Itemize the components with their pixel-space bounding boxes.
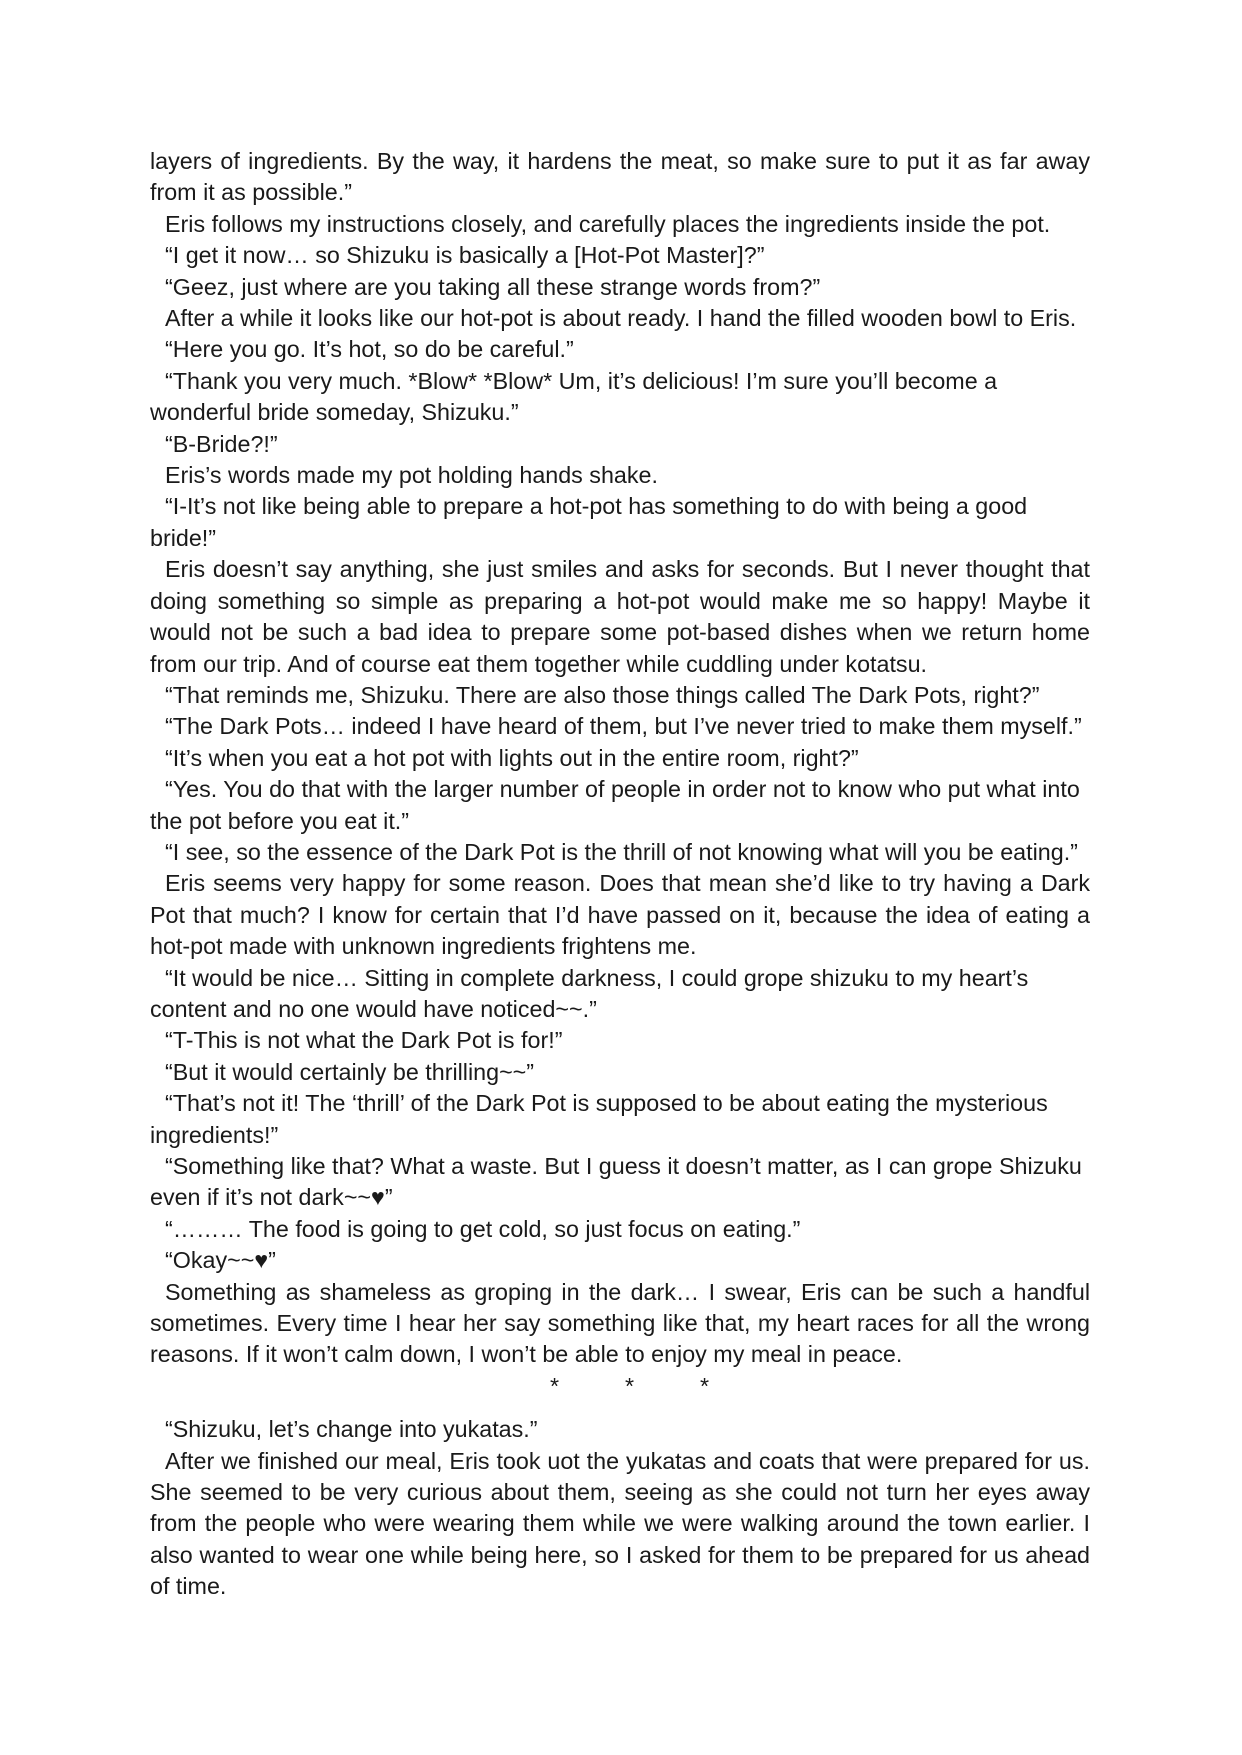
body-text xyxy=(150,146,1090,1603)
paragraph: Eris follows my instructions closely, and carefully places the ingredients inside the pot. xyxy=(165,210,1051,237)
paragraph: “It would be nice… Sitting in complete darkness, I could grope shizuku to my heart’s content and no one would have noticed~~.” xyxy=(150,964,1029,1022)
paragraph: “Shizuku, let’s change into yukatas.” xyxy=(165,1416,538,1443)
paragraph: “I get it now… so Shizuku is basically a [Hot-Pot Master]?” xyxy=(165,242,765,269)
paragraph: “That reminds me, Shizuku. There are also those things called The Dark Pots, right?” xyxy=(165,681,1040,708)
scene-break xyxy=(150,1371,1090,1402)
paragraph: “But it would certainly be thrilling~~” xyxy=(165,1058,535,1085)
paragraph: “T-This is not what the Dark Pot is for!” xyxy=(165,1027,563,1054)
paragraph: “That’s not it! The ‘thrill’ of the Dark Pot is supposed to be about eating the mysterious ingredients!” xyxy=(150,1090,1048,1148)
paragraph: Something as shameless as groping in the dark… I swear, Eris can be such a handful sometimes. Every time I hear her say something like that, my heart races for all the wrong reasons. If it won’t calm down, I won’t be able to enjoy my meal in peace. xyxy=(150,1278,1090,1368)
scene-break-mark: * xyxy=(550,1372,560,1399)
paragraph: “……… The food is going to get cold, so just focus on eating.” xyxy=(165,1215,801,1242)
paragraph: “I see, so the essence of the Dark Pot is the thrill of not knowing what will you be eating.” xyxy=(165,838,1078,865)
paragraph: After a while it looks like our hot-pot is about ready. I hand the filled wooden bowl to Eris. xyxy=(165,305,1077,332)
scene-break-mark: * xyxy=(625,1372,635,1399)
paragraph: “I-It’s not like being able to prepare a hot-pot has something to do with being a good bride!” xyxy=(150,493,1028,551)
scene-break-mark: * xyxy=(700,1372,710,1399)
paragraph: “Thank you very much. *Blow* *Blow* Um, it’s delicious! I’m sure you’ll become a wonderful bride someday, Shizuku.” xyxy=(150,367,998,426)
paragraph: “Something like that? What a waste. But I guess it doesn’t matter, as I can grope Shizuku even if it’s not dark~~♥” xyxy=(150,1153,1082,1211)
paragraph: “The Dark Pots… indeed I have heard of them, but I’ve never tried to make them myself.” xyxy=(165,713,1082,740)
paragraph: “B-Bride?!” xyxy=(165,430,278,457)
paragraph: “Okay~~♥” xyxy=(165,1247,276,1274)
paragraph: “Here you go. It’s hot, so do be careful.” xyxy=(165,336,574,363)
paragraph: layers of ingredients. By the way, it hardens the meat, so make sure to put it as far away from it as possible.” xyxy=(150,148,1090,206)
paragraph: “It’s when you eat a hot pot with lights out in the entire room, right?” xyxy=(165,744,859,771)
paragraph: “Geez, just where are you taking all these strange words from?” xyxy=(165,273,821,300)
paragraph: Eris doesn’t say anything, she just smiles and asks for seconds. But I never thought that doing something so simple as preparing a hot-pot would make me so happy! Maybe it would not be such a bad idea to prepare some pot-based dishes when we return home from our trip. And of course eat them together while cuddling under kotatsu. xyxy=(150,556,1090,677)
paragraph: “Yes. You do that with the larger number of people in order not to know who put what into the pot before you eat it.” xyxy=(150,776,1080,834)
paragraph: Eris’s words made my pot holding hands shake. xyxy=(165,462,658,489)
paragraph: After we finished our meal, Eris took uot the yukatas and coats that were prepared for us. She seemed to be very curious about them, seeing as she could not turn her eyes away from the people who were wearing them while we were walking around the town earlier. I also wanted to wear one while being here, so I asked for them to be prepared for us ahead of time. xyxy=(150,1447,1090,1600)
spacer xyxy=(150,1402,1090,1414)
paragraph: Eris seems very happy for some reason. Does that mean she’d like to try having a Dark Pot that much? I know for certain that I’d have passed on it, because the idea of eating a hot-pot made with unknown ingredients frightens me. xyxy=(150,870,1090,960)
